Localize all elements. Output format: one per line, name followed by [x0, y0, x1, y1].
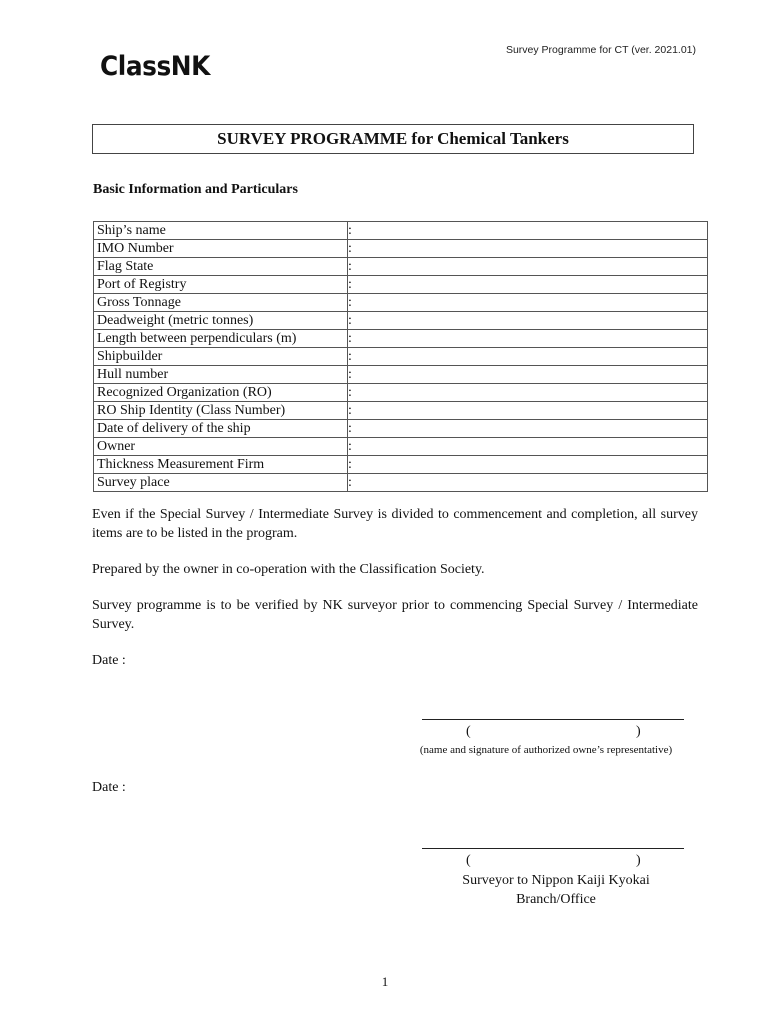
surveyor-signature-line[interactable] — [422, 848, 684, 849]
particulars-row — [94, 276, 708, 294]
owner-date-label: Date : — [92, 653, 126, 668]
prepared-paragraph: Prepared by the owner in co-operation with the Classification Society. — [92, 562, 485, 577]
surveyor-signature-caption — [420, 871, 692, 909]
particulars-row — [94, 366, 708, 384]
particulars-colon: : — [348, 259, 352, 274]
particulars-row — [94, 258, 708, 276]
particulars-label: Hull number — [94, 366, 348, 384]
surveyor-caption-line1: Surveyor to Nippon Kaiji Kyokai — [462, 873, 650, 888]
particulars-label: Ship’s name — [94, 222, 348, 240]
particulars-value-field[interactable] — [348, 420, 708, 438]
particulars-colon: : — [348, 439, 352, 454]
particulars-value-field[interactable] — [348, 312, 708, 330]
particulars-row — [94, 456, 708, 474]
particulars-value-field[interactable] — [348, 276, 708, 294]
particulars-row — [94, 402, 708, 420]
particulars-label: IMO Number — [94, 240, 348, 258]
particulars-colon: : — [348, 331, 352, 346]
owner-name-paren-close: ) — [636, 724, 641, 739]
particulars-row — [94, 474, 708, 492]
particulars-colon: : — [348, 241, 352, 256]
document-title-box — [92, 124, 694, 154]
particulars-row — [94, 312, 708, 330]
particulars-row — [94, 240, 708, 258]
owner-signature-line[interactable] — [422, 719, 684, 720]
particulars-value-field[interactable] — [348, 240, 708, 258]
surveyor-date-label: Date : — [92, 780, 126, 795]
document-reference: Survey Programme for CT (ver. 2021.01) — [505, 44, 696, 56]
particulars-colon: : — [348, 313, 352, 328]
surveyor-name-paren-close: ) — [636, 853, 641, 868]
particulars-colon: : — [348, 457, 352, 472]
particulars-value-field[interactable] — [348, 348, 708, 366]
particulars-label: Flag State — [94, 258, 348, 276]
particulars-row — [94, 420, 708, 438]
particulars-colon: : — [348, 295, 352, 310]
particulars-label: Deadweight (metric tonnes) — [94, 312, 348, 330]
verify-paragraph: Survey programme is to be verified by NK surveyor prior to commencing Special Survey / Intermediate Survey. — [92, 598, 698, 632]
particulars-row — [94, 348, 708, 366]
particulars-label: Recognized Organization (RO) — [94, 384, 348, 402]
surveyor-caption-line2: Branch/Office — [516, 892, 596, 907]
particulars-value-field[interactable] — [348, 438, 708, 456]
section-heading: Basic Information and Particulars — [93, 182, 298, 197]
particulars-label: Thickness Measurement Firm — [94, 456, 348, 474]
particulars-table — [93, 221, 708, 492]
surveyor-name-paren-open: ( — [466, 853, 471, 868]
particulars-label: Length between perpendiculars (m) — [94, 330, 348, 348]
particulars-label: Port of Registry — [94, 276, 348, 294]
particulars-row — [94, 294, 708, 312]
particulars-label: Owner — [94, 438, 348, 456]
particulars-value-field[interactable] — [348, 384, 708, 402]
particulars-row — [94, 438, 708, 456]
particulars-row — [94, 222, 708, 240]
particulars-value-field[interactable] — [348, 294, 708, 312]
particulars-colon: : — [348, 421, 352, 436]
particulars-label: Survey place — [94, 474, 348, 492]
particulars-label: Shipbuilder — [94, 348, 348, 366]
particulars-colon: : — [348, 277, 352, 292]
page-number: 1 — [381, 974, 389, 989]
particulars-value-field[interactable] — [348, 330, 708, 348]
particulars-row — [94, 384, 708, 402]
particulars-colon: : — [348, 403, 352, 418]
document-title: SURVEY PROGRAMME for Chemical Tankers — [217, 129, 569, 148]
note-paragraph: Even if the Special Survey / Intermediate Survey is divided to commencement and completion, all survey items are to be listed in the program. — [92, 507, 698, 541]
owner-name-paren-open: ( — [466, 724, 471, 739]
owner-signature-caption: (name and signature of authorized owne’s representative) — [419, 744, 673, 756]
particulars-value-field[interactable] — [348, 402, 708, 420]
particulars-label: Date of delivery of the ship — [94, 420, 348, 438]
particulars-colon: : — [348, 223, 352, 238]
particulars-colon: : — [348, 385, 352, 400]
classnk-logo: ClassNK — [100, 51, 210, 82]
particulars-label: RO Ship Identity (Class Number) — [94, 402, 348, 420]
particulars-value-field[interactable] — [348, 258, 708, 276]
particulars-row — [94, 330, 708, 348]
particulars-value-field[interactable] — [348, 474, 708, 492]
particulars-colon: : — [348, 367, 352, 382]
particulars-value-field[interactable] — [348, 366, 708, 384]
particulars-value-field[interactable] — [348, 222, 708, 240]
particulars-label: Gross Tonnage — [94, 294, 348, 312]
particulars-colon: : — [348, 349, 352, 364]
particulars-value-field[interactable] — [348, 456, 708, 474]
particulars-colon: : — [348, 475, 352, 490]
